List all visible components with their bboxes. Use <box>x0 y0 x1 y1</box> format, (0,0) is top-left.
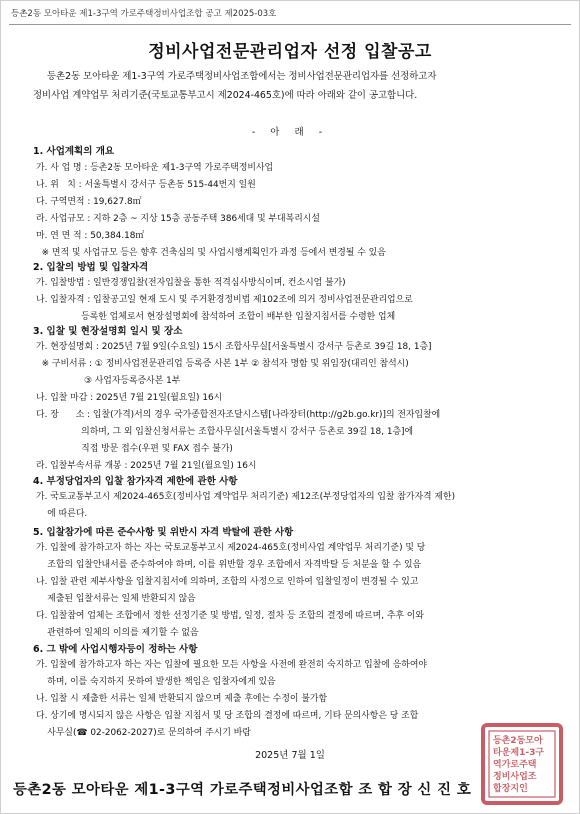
section-2-title: 2. 입찰의 방법 및 입찰자격 <box>33 262 149 273</box>
section-3-line: 의하며, 그 외 입찰신청서류는 조합사무실[서울특별시 강서구 등촌로 39길 18, 1층]에 <box>36 427 414 437</box>
section-6-line: 나. 입찰 시 제출한 서류는 일체 반환되지 않으며 제출 후에는 수정이 불가함 <box>36 694 328 704</box>
section-2-line: 가. 입찰방법 : 일반경쟁입찰(전자입찰을 통한 적격심사방식이며, 컨소시엄 불가) <box>36 278 346 288</box>
section-3-line: 직접 방문 접수(우편 및 FAX 접수 불가) <box>36 444 233 454</box>
section-3-line: 나. 입찰 마감 : 2025년 7월 21일(월요일) 16시 <box>36 393 223 403</box>
section-1-line: 마. 연 면 적 : 50,384.18㎡ <box>36 231 145 241</box>
svg-text:역가로주택: 역가로주택 <box>493 760 537 770</box>
section-2-line: 나. 입찰자격 : 입찰공고일 현재 도시 및 주거환경정비법 제102조에 의거 정비사업전문관리업으로 <box>36 295 413 305</box>
section-1-line: 라. 사업규모 : 지하 2층 ~ 지상 15층 공동주택 386세대 및 부대복리시설 <box>36 214 320 224</box>
svg-text:정비사업조: 정비사업조 <box>493 772 537 782</box>
svg-text:합장지인: 합장지인 <box>493 784 528 794</box>
official-seal-icon <box>479 721 565 807</box>
section-6-line: 다. 상기에 명시되지 않은 사항은 입찰 지침서 및 당 조합의 결정에 따르며, 기타 문의사항은 당 조합 <box>36 711 419 721</box>
section-5-line: 다. 입찰참여 업체는 조합에서 정한 선정기준 및 방법, 일정, 절차 등 조합의 결정에 따르며, 추후 이와 <box>36 611 424 621</box>
issuer-signature-line: 등촌2동 모아타운 제1-3구역 가로주택정비사업조합 조 합 장 신 진 호 <box>13 782 472 798</box>
section-5-line: 가. 입찰에 참가하고자 하는 자는 국토교통부고시 제2024-465호(정비사업 계약업무 처리기준) 및 당 <box>36 543 426 553</box>
section-3-line: 다. 장 소 : 입찰(가격)서의 경우 국가종합전자조달시스템[나라장터(http://g2b.go.kr)]의 전자입찰에 <box>36 410 441 420</box>
page-title: 정비사업전문관리업자 선정 입찰공고 <box>148 42 432 62</box>
section-2-line: 등록한 업체로서 현장설명회에 참석하여 조합이 배부한 입찰지침서를 수령한 업체 <box>36 312 396 322</box>
section-5-line: 조합의 입찰안내서를 준수하여야 하며, 이를 위반할 경우 조합에서 자격박탈 등 처분을 할 수 있음 <box>36 560 422 570</box>
notice-date: 2025년 7월 1일 <box>255 750 325 761</box>
section-4-line: 가. 국토교통부고시 제2024-465호(정비사업 계약업무 처리기준) 제12조(부정당업자의 입찰 참가자격 제한) <box>36 492 456 502</box>
header-divider <box>9 24 571 25</box>
notice-number: 등촌2동 모아타운 제1-3구역 가로주택정비사업조합 공고 제2025-03호 <box>11 9 277 19</box>
section-5-title: 5. 입찰참가에 따른 준수사항 및 위반시 자격 박탈에 관한 사항 <box>33 527 294 538</box>
section-3-line: ③ 사업자등록증사본 1부 <box>36 376 181 386</box>
section-5-line: 나. 입찰 관련 제부사항을 입찰지침서에 의하며, 조합의 사정으로 인하여 입찰일정이 변경될 수 있고 <box>36 577 419 587</box>
section-6-line: 사무실(☎ 02-2062-2027)로 문의하여 주시기 바람 <box>36 728 251 738</box>
section-3-line: 라. 입찰부속서류 개봉 : 2025년 7월 21일(월요일) 16시 <box>36 461 257 471</box>
section-1-title: 1. 사업계획의 개요 <box>33 146 115 157</box>
section-5-line: 관련하여 일체의 이의를 제기할 수 없음 <box>36 628 199 638</box>
section-6-title: 6. 그 밖에 사업시행자등이 정하는 사항 <box>33 644 198 655</box>
svg-text:타운제1-3구: 타운제1-3구 <box>493 748 545 758</box>
section-4-title: 4. 부정당업자의 입찰 참가자격 제한에 관한 사항 <box>33 476 238 487</box>
section-6-line: 하며, 이를 숙지하지 못하여 발생한 책임은 입찰자에게 있음 <box>36 677 276 687</box>
section-divider-ahrae: - 아 래 - <box>251 127 329 138</box>
section-4-line: 에 따른다. <box>36 509 88 519</box>
section-1-line: 가. 사 업 명 : 등촌2동 모아타운 제1-3구역 가로주택정비사업 <box>36 163 274 173</box>
svg-text:등촌2동모아: 등촌2동모아 <box>493 736 543 746</box>
section-3-note: ※ 구비서류 : ① 정비사업전문관리업 등록증 사본 1부 ② 참석자 명함 및 위임장(대리인 참석시) <box>36 359 409 369</box>
section-1-line: 나. 위 치 : 서울특별시 강서구 등촌동 515-44번지 일원 <box>36 180 256 190</box>
section-1-note: ※ 면적 및 사업규모 등은 향후 건축심의 및 사업시행계획인가 과정 등에서 변경될 수 있음 <box>36 248 386 258</box>
section-3-title: 3. 입찰 및 현장설명회 일시 및 장소 <box>33 326 183 337</box>
section-1-line: 다. 구역면적 : 19,627.8㎡ <box>36 197 142 207</box>
section-3-line: 가. 현장설명회 : 2025년 7월 9일(수요일) 15시 조합사무실[서울특별시 강서구 등촌로 39길 18, 1층] <box>36 342 432 352</box>
section-5-line: 제출된 입찰서류는 일체 반환되지 않음 <box>36 594 196 604</box>
intro-line-1: 등촌2동 모아타운 제1-3구역 가로주택정비사업조합에서는 정비사업전문관리업자를 선정하고자 <box>47 71 437 82</box>
section-6-line: 가. 입찰에 참가하고자 하는 자는 입찰에 필요한 모든 사항을 사전에 완전히 숙지하고 입찰에 응하여야 <box>36 660 427 670</box>
intro-line-2: 정비사업 계약업무 처리기준(국토교통부고시 제2024-465호)에 따라 아래와 같이 공고합니다. <box>33 90 418 101</box>
